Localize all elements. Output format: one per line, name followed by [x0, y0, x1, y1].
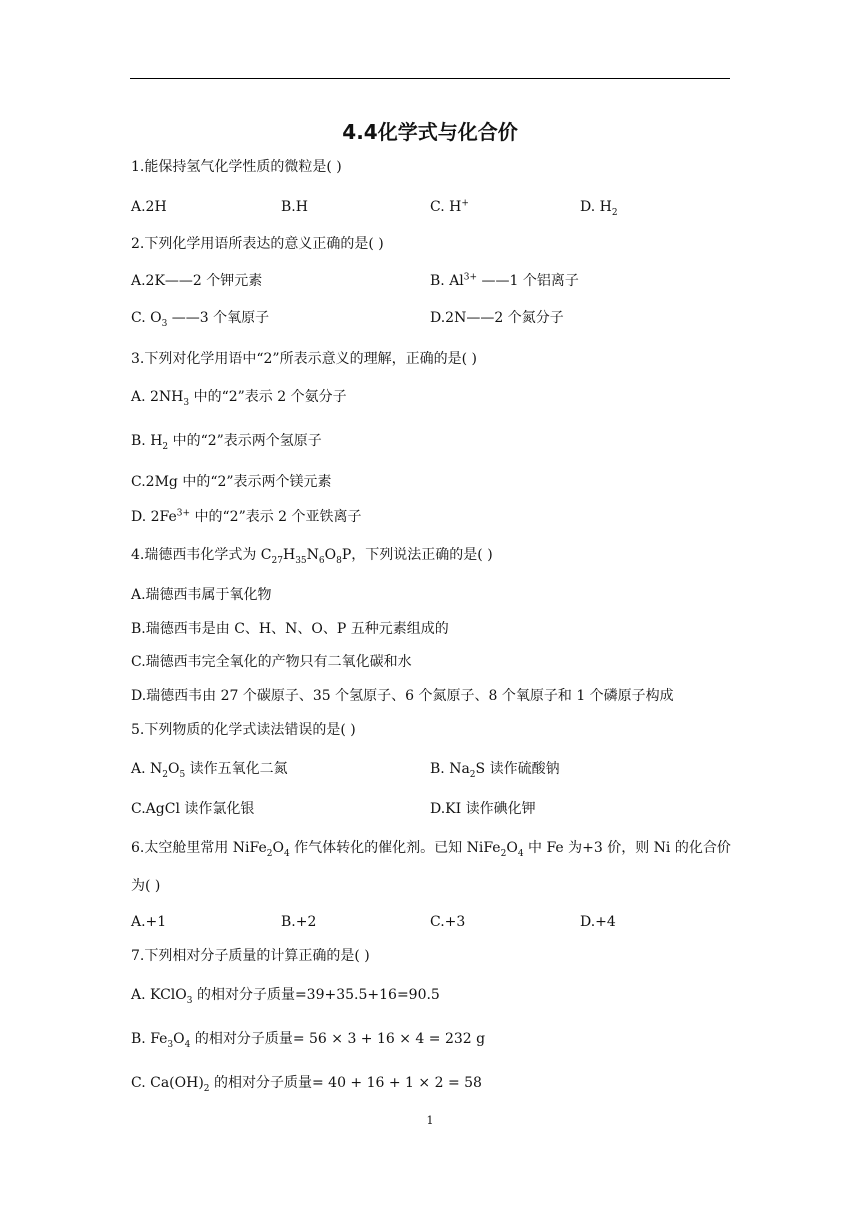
header-rule: [130, 78, 730, 79]
q5-option-a: A. $N_2O_5$ 读作五氧化二氮: [131, 761, 288, 780]
q2-option-c: C. $O_3$ ——3 个氧原子: [131, 310, 270, 329]
q7-option-c: C. $Ca(OH)_2$ 的相对分子质量= 40 + 16 + 1 × 2 = 58: [131, 1075, 482, 1094]
q3-option-a: A. $2NH_3$ 中的“2”表示 2 个氨分子: [131, 389, 347, 408]
q3-option-c: C.2Mg 中的“2”表示两个镁元素: [131, 474, 332, 490]
q6-stem-line1: 6.太空舱里常用 $NiFe_2O_4$ 作气体转化的催化剂。已知 $NiFe_2O_4$ 中 Fe 为+3 价，则 Ni 的化合价: [131, 840, 731, 859]
q4-option-b: B.瑞德西韦是由 C、H、N、O、P 五种元素组成的: [131, 621, 449, 637]
q4-option-c: C.瑞德西韦完全氧化的产物只有二氧化碳和水: [131, 654, 412, 670]
q7-stem: 7.下列相对分子质量的计算正确的是( ): [131, 948, 370, 964]
q5-option-b: B. $Na_2S$ 读作硫酸钠: [430, 761, 560, 780]
page-title: 4.4化学式与化合价: [342, 120, 518, 144]
q5-stem: 5.下列物质的化学式读法错误的是( ): [131, 722, 356, 738]
q6-option-b: B.+2: [281, 914, 317, 930]
q1-option-c: C. H+: [430, 198, 469, 215]
q2-option-d: D.2N——2 个氮分子: [430, 310, 564, 326]
q1-option-d: D. $H_2$: [580, 199, 618, 218]
q2-stem: 2.下列化学用语所表达的意义正确的是( ): [131, 236, 384, 252]
q4-option-d: D.瑞德西韦由 27 个碳原子、35 个氢原子、6 个氮原子、8 个氧原子和 1 个磷原子构成: [131, 688, 674, 704]
q6-option-c: C.+3: [430, 914, 466, 930]
q3-stem: 3.下列对化学用语中“2”所表示意义的理解，正确的是( ): [131, 351, 477, 367]
q6-option-a: A.+1: [131, 914, 167, 930]
q1-option-a: A.2H: [131, 199, 167, 215]
q3-option-b: B. $H_2$ 中的“2”表示两个氢原子: [131, 433, 322, 452]
q2-option-b: B. $Al^{3+}$ ——1 个铝离子: [430, 272, 579, 289]
page-number: 1: [426, 1114, 434, 1127]
q5-option-d: D.KI 读作碘化钾: [430, 801, 536, 817]
q1-option-b: B.H: [281, 199, 308, 215]
q3-option-d: D. $2Fe^{3+}$ 中的“2”表示 2 个亚铁离子: [131, 508, 362, 525]
q7-option-a: A. KClO$_3$ 的相对分子质量=39+35.5+16=90.5: [131, 987, 440, 1006]
q4-stem: 4.瑞德西韦化学式为 $C_{27}H_{35}N_6O_8P$，下列说法正确的是( ): [131, 547, 493, 566]
q2-option-a: A.2K——2 个钾元素: [131, 273, 263, 289]
q4-option-a: A.瑞德西韦属于氧化物: [131, 587, 272, 603]
q6-option-d: D.+4: [580, 914, 616, 930]
q5-option-c: C.AgCl 读作氯化银: [131, 801, 255, 817]
q7-option-b: B. $Fe_3O_4$ 的相对分子质量= 56 × 3 + 16 × 4 = 232 g: [131, 1031, 486, 1050]
q1-stem: 1.能保持氢气化学性质的微粒是( ): [131, 159, 342, 175]
q6-stem-line2: 为( ): [131, 878, 161, 894]
